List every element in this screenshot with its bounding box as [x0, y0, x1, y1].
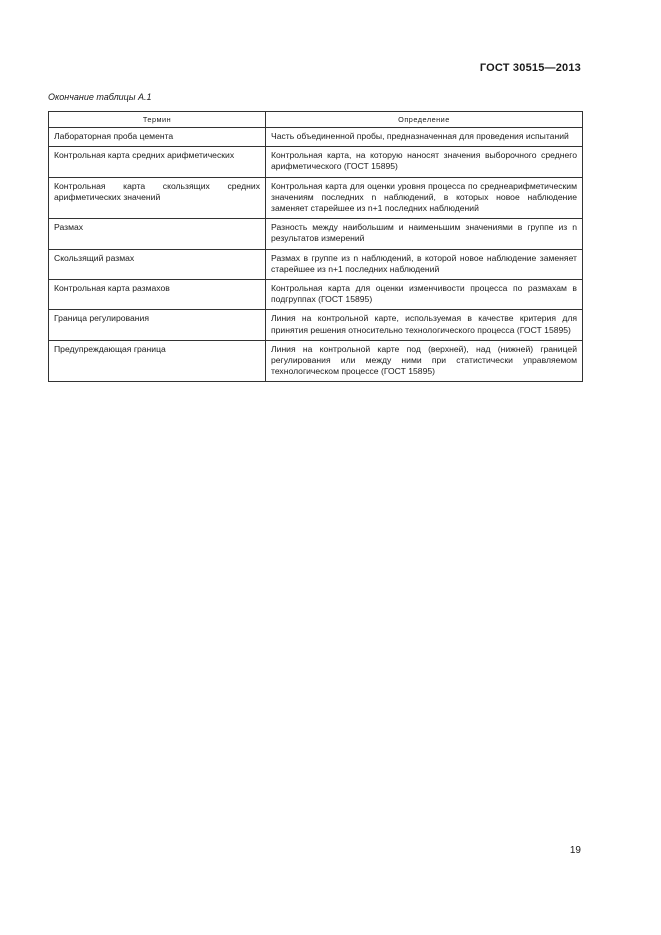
- term-cell: Контрольная карта скользящих средних арифметических значений: [49, 177, 266, 219]
- term-cell: Контрольная карта средних арифметических: [49, 147, 266, 177]
- term-cell: Контрольная карта размахов: [49, 280, 266, 310]
- table-row: [49, 177, 583, 219]
- column-header-definition: Определение: [266, 112, 583, 128]
- table-row: [49, 219, 583, 249]
- table-row: [49, 310, 583, 340]
- term-cell: Граница регулирования: [49, 310, 266, 340]
- definitions-table: [48, 111, 583, 382]
- term-cell: Размах: [49, 219, 266, 249]
- table-row: [49, 128, 583, 147]
- table-row: [49, 340, 583, 382]
- term-cell: Лабораторная проба цемента: [49, 128, 266, 147]
- document-code: ГОСТ 30515—2013: [479, 62, 581, 74]
- term-cell: Скользящий размах: [49, 249, 266, 279]
- table-row: [49, 280, 583, 310]
- definition-cell: Часть объединенной пробы, предназначенная для проведения испытаний: [266, 128, 583, 147]
- table-row: [49, 147, 583, 177]
- table-caption: Окончание таблицы А.1: [48, 92, 152, 102]
- definition-cell: Линия на контрольной карте под (верхней), над (нижней) границей регулирования или между ними при статистически управляемом технологическом процессе (ГОСТ 15895): [266, 340, 583, 382]
- definition-cell: Разность между наибольшим и наименьшим значениями в группе из n результатов измерений: [266, 219, 583, 249]
- table-row: [49, 249, 583, 279]
- page-number: 19: [569, 845, 581, 856]
- definition-cell: Размах в группе из n наблюдений, в которой новое наблюдение заменяет старейшее из n+1 последних наблюдений: [266, 249, 583, 279]
- column-header-term: Термин: [49, 112, 266, 128]
- term-cell: Предупреждающая граница: [49, 340, 266, 382]
- definition-cell: Контрольная карта для оценки уровня процесса по среднеарифметическим значениям последних n наблюдений, в которых новое наблюдение заменяет старейшее из n+1 последних наблюдений: [266, 177, 583, 219]
- definition-cell: Контрольная карта, на которую наносят значения выборочного среднего арифметического (ГОСТ 15895): [266, 147, 583, 177]
- definition-cell: Контрольная карта для оценки изменчивости процесса по размахам в подгруппах (ГОСТ 15895): [266, 280, 583, 310]
- table-header-row: [49, 112, 583, 128]
- definition-cell: Линия на контрольной карте, используемая в качестве критерия для принятия решения относительно технологического процесса (ГОСТ 15895): [266, 310, 583, 340]
